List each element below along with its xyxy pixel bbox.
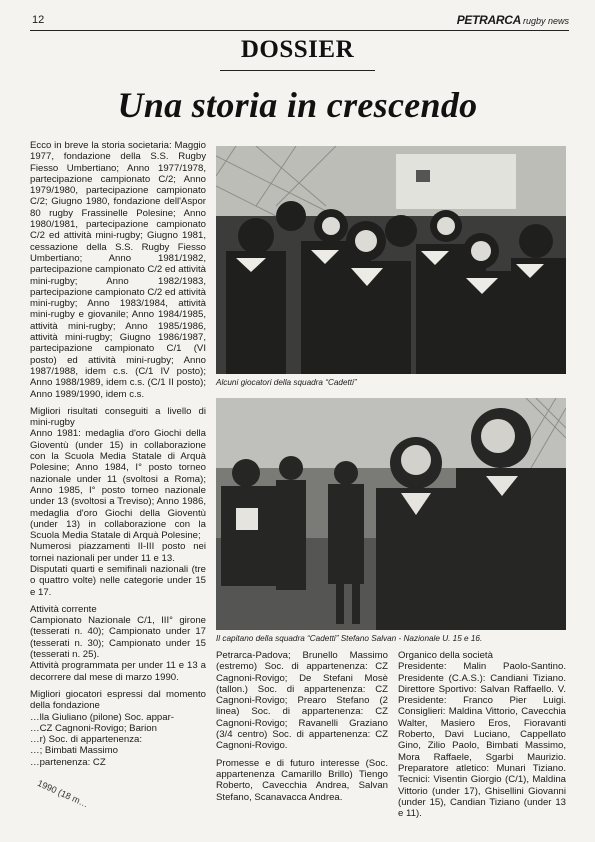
history-text: Ecco in breve la storia societaria: Maggio 1977, fondazione della S.S. Rugby Fiesso Umbertiano; Anno 1977/1978, partecipazione campionato C/2; Anno 1979/1980, partecipazione campionato C/2; Giugno 1980, fondazione dell'Aspor 80 rugby Frassinelle Polesine; Anno 1980/1981, partecipazione campionato C/2 ed attività mini-rugby; Giugno 1981, cessazione della S.S. Rugby Fiesso Umbertiano; Anno 1981/1982, partecipazione campionato C/2 ed attività mini-rugby; Anno 1982/1983, partecipazione campionato C/2 ed attività mini-rugby; Anno 1983/1984, attività mini-rugby e giovanile; Anno 1984/1985, attività mini-rugby; Anno 1985/1986, attività mini-rugby; Giugno 1986/1987, partecipazione campionato C/1 (VI posto) ed attività mini-rugby; Anno 1987/1988, idem c.s. (C/1 IV posto); Anno 1988/1989, idem c.s. (C/1 II posto); Anno 1989/1990, idem c.s. xyxy=(30,140,206,400)
players-continued-text: Petrarca-Padova; Brunello Massimo (estremo) Soc. di appartenenza: CZ Cagnoni-Rovigo; De Stefani Mosè (tallon.) Soc. di appartenenza: CZ Cagnoni-Rovigo; Prearo Stefano (2 linea) Soc. di appartenenza: CZ Cagnoni-Rovigo; Ravanelli Graziano (3/4 centro) Soc. di appartenenza: CZ Cagnoni-Rovigo. xyxy=(216,650,388,752)
page-number: 12 xyxy=(32,14,45,26)
current-text: Campionato Nazionale C/1, III° girone (tesserati n. 40); Campionato under 17 (tesserati n. 30); Campionato under 15 (tesserati n. 25). xyxy=(30,615,206,661)
article-headline: Una storia in crescendo xyxy=(117,85,478,125)
current-heading: Attività corrente xyxy=(30,603,97,615)
team-photo-image xyxy=(216,146,566,374)
section-title: DOSSIER xyxy=(240,36,355,63)
quarters-text: Disputati quarti e semifinali nazionali (tre o quattro volte) nelle categorie under 15 e 17. xyxy=(30,563,206,598)
section-rule xyxy=(220,70,375,71)
masthead xyxy=(457,13,569,27)
captain-photo xyxy=(216,398,566,630)
stamp-line: 1990 xyxy=(35,778,59,796)
organization-heading: Organico della società xyxy=(398,650,493,661)
players-heading: Migliori giocatori espressi dal momento della fondazione xyxy=(30,688,206,712)
players-line: …CZ Cagnoni-Rovigo; Barion xyxy=(30,722,157,734)
results-block xyxy=(30,406,206,598)
masthead-brand: PETRARCA xyxy=(456,13,521,27)
promises-text: Promesse e di futuro interesse (Soc. appartenenza Camarillo Brillo) Tiengo Roberto, Cavecchia Andrea, Salvan Stefano, Scanavacca Andrea. xyxy=(216,757,388,803)
column-players xyxy=(216,650,388,809)
top-rule xyxy=(30,30,569,31)
placements-text: Numerosi piazzamenti II-III posto nei tornei nazionali per under 11 e 13. xyxy=(30,541,206,564)
stamp-line: (18 m… xyxy=(56,787,90,810)
players-line: …r) Soc. di appartenenza: xyxy=(30,734,142,746)
masthead-sub: rugby news xyxy=(522,16,569,26)
players-line: …; Bimbati Massimo xyxy=(30,745,118,757)
library-stamp xyxy=(36,778,90,809)
column-history xyxy=(30,140,206,768)
organization-block xyxy=(398,650,566,819)
captain-photo-image xyxy=(216,398,566,630)
players-line: …lla Giuliano (pilone) Soc. appar- xyxy=(30,711,174,723)
photo1-caption: Alcuni giocatori della squadra “Cadetti” xyxy=(216,378,357,387)
team-photo xyxy=(216,146,566,374)
players-line: …partenenza: CZ xyxy=(30,756,106,768)
photo2-caption: Il capitano della squadra “Cadetti” Stefano Salvan - Nazionale U. 15 e 16. xyxy=(216,634,483,643)
column-organization xyxy=(398,650,566,825)
results-text: Anno 1981: medaglia d'oro Giochi della Gioventù (under 15) in collaborazione con la Scuola Media Statale di Arquà Polesine; Anno 1984, I° posto torneo nazionale under 11 (svoltosi a Roma); Anno 1985, I° posto torneo nazionale under 13 (svoltosi a Treviso); Anno 1986, medaglia d'oro Giochi della Gioventù (under 13) in collaborazione con la Scuola Media Statale di Arquà Polesine; xyxy=(30,428,206,542)
organization-text: Presidente: Malin Paolo-Santino. Presidente (C.A.S.): Candiani Tiziano. Direttore Sportivo: Salvan Raffaello. V. Presidente: Franco Pier Luigi. Consiglieri: Maldina Vittorio, Cavecchia Walter, Masiero Eros, Fioravanti Roberto, Davi Luciano, Cappellato Gino, Zilio Paolo, Bimbati Massimo, Mora Raffaele, Sgarbi Maurizio. Preparatore atletico: Munari Tiziano. Tecnici: Visentin Giorgio (C/1), Maldina Vittorio (under 17), Ghisellini Giovanni (under 15), Candian Tiziano (under 13 e 11). xyxy=(398,661,566,820)
players-block xyxy=(30,689,206,768)
current-block xyxy=(30,604,206,683)
scheduled-text: Attività programmata per under 11 e 13 a decorrere dal mese di marzo 1990. xyxy=(30,660,206,683)
results-heading: Migliori risultati conseguiti a livello di mini-rugby xyxy=(30,405,206,429)
